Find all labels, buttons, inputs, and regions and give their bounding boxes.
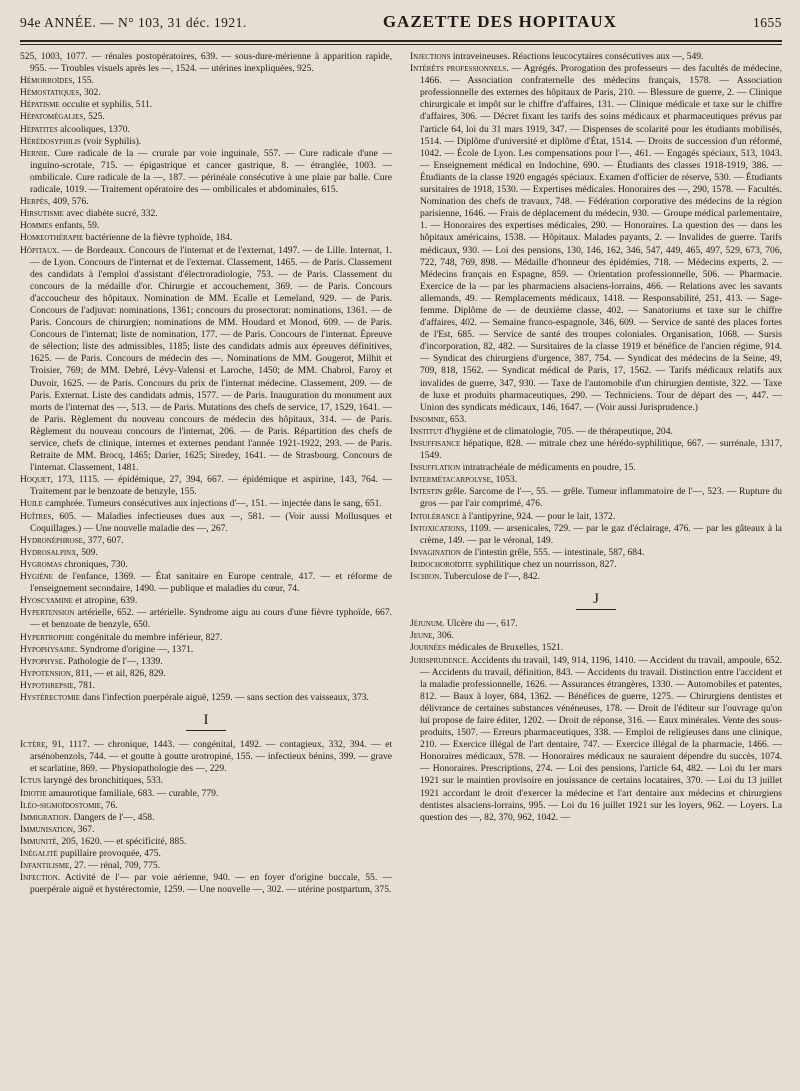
index-entry [20, 836, 392, 848]
entry-text: . — de Bordeaux. Concours de l'internat et de l'externat, 1497. — de Lille. Internat, 1. — de Lyon. Concours de l'internat et de l'externat. Classement, 1465. — de Paris. Classement des candidats à l'emploi d'assistant d'électroradiologie, 753. — de Paris. Classement du concours de la médaille d'or. Chirurgie et accouchement, 369. — de Paris. Concours d'accoucheur des hôpitaux. Nomination de MM. Ecalle et Lemeland, 929. — de Paris. Concours de l'adjuvat: nominations, 1361; concours du prosectorat: nominations, 1361. — de Paris. Concours de chirurgien; nominations de MM. Houdard et Monod, 609. — de Paris. Concours de l'internat; liste de nomination, 177. — de Paris. Concours de l'internat. Épreuve de sélection; liste des admissibles, 1185; liste des candidats admis aux épreuves définitives, 1625. — de Paris. Concours de médecin des —. Nominations de MM. Gougerot, Milhit et Troisier, 769; de MM. Debré, Lévy-Valensi et Laroche, 1450; de MM. Chabrol, Faroy et Duvoir, 1625. — de Paris. Concours du prix de l'internat médecine. Classement, 209. — de Paris. Externat. Liste des candidats admis, 1577. — de Paris. Inauguration du monument aux morts de l'internat des —, 513. — de Paris. Mutations des chefs de service, 17, 1529, 1641. — de Paris. Règlement du nouveau concours de médecin des hôpitaux, 314. — de Paris. Règlement du nouveau concours de l'internat, 206. — de Paris. Répartition des chefs de service, chefs de clinique, internes et externes pendant l'année 1921-1922, 293. — de Paris. Retraite de MM. Brocq, 1465; Darier, 1625; Siredey, 1641. — de Strasbourg. Concours de l'internat. Classement, 1481. [30, 244, 392, 474]
entry-keyword: Immunisation [20, 823, 73, 835]
entry-text: , 306. [432, 630, 454, 642]
entry-text: avec diabète sucré, 332. [63, 208, 158, 220]
index-entry [20, 196, 392, 208]
entry-text: , 1053. [490, 474, 518, 486]
entry-text: à l'antipyrine, 924. — pour le lait, 1372. [459, 510, 616, 522]
entry-text: de l'intestin grêle, 555. — intestinale, 587, 684. [460, 546, 645, 558]
index-entry [20, 124, 392, 136]
index-entry [20, 498, 392, 510]
index-columns [20, 51, 782, 896]
entry-text: camphrée. Tumeurs consécutives aux injections d'—, 151. — injectée dans le sang, 651. [42, 498, 382, 510]
entry-keyword: Intolérance [410, 510, 460, 522]
entry-text: , 605. — Maladies infectieuses dues aux —, 581. — (Voir aussi Mollusques et Coquillages.) — Une nouvelle maladie des —, 267. [30, 510, 392, 534]
entry-keyword: Hépatisme [20, 99, 60, 111]
entry-keyword: Iléo-sigmoïdostomie [20, 799, 101, 811]
entry-keyword: Hommes [20, 220, 53, 232]
index-entry [20, 220, 392, 232]
entry-keyword: Hernie [20, 147, 48, 159]
entry-text: , 525. [83, 111, 105, 123]
entry-text: intratrachéale de médicaments en poudre, 15. [460, 462, 636, 474]
entry-keyword: Infantilisme [20, 860, 70, 872]
entry-text: , 155. [72, 75, 94, 87]
entry-keyword: Journées [410, 642, 446, 654]
entry-text: , 781. [73, 679, 96, 691]
entry-keyword: Hémorroïdes [20, 75, 73, 87]
index-entry [20, 75, 392, 87]
header-rule [20, 40, 782, 42]
index-entry [20, 111, 392, 123]
entry-keyword: Hémostatiques [20, 87, 80, 99]
entry-keyword: Ictère [20, 739, 46, 751]
right-column [410, 51, 782, 896]
entry-keyword: Insuffisance [410, 438, 461, 449]
index-entry [20, 245, 392, 475]
index-entry [20, 607, 392, 631]
entry-text: , 409, 576. [47, 196, 89, 208]
index-entry [20, 87, 392, 99]
index-entry [410, 559, 782, 571]
entry-keyword: Herpès [20, 196, 48, 208]
entry-keyword: Injections [410, 51, 451, 62]
entry-keyword: Jurisprudence [410, 654, 467, 666]
index-entry [20, 474, 392, 498]
entry-text: , 367. [72, 823, 95, 835]
left-column [20, 51, 392, 896]
entry-keyword: Hypotension [20, 667, 71, 679]
entry-text: médicales de Bruxelles, 1521. [446, 642, 564, 654]
entry-keyword: Immunité [20, 835, 57, 847]
entry-text: , 76. [100, 799, 118, 811]
entry-text: enfants, 59. [52, 220, 100, 232]
index-entry [20, 668, 392, 680]
entry-text: , 811, — et ail, 826, 829. [70, 667, 166, 679]
section-letter: I [20, 714, 392, 731]
entry-keyword: Hôpitaux [20, 244, 58, 256]
index-entry [410, 474, 782, 486]
entry-text: dans l'infection puerpérale aiguë, 1259. — sans section des vaisseaux, 373. [80, 691, 369, 703]
entry-text: , 302. [79, 87, 101, 99]
entry-keyword: Hystérectomie [20, 691, 81, 703]
index-entry [20, 800, 392, 812]
index-entry [410, 438, 782, 462]
entry-keyword: Hypertrophie [20, 631, 74, 643]
index-entry [20, 680, 392, 692]
entry-text: alcooliques, 1370. [57, 123, 130, 135]
index-entry [20, 812, 392, 824]
entry-keyword: Hygiène [20, 571, 53, 583]
entry-text: . Syndrome d'origine —, 1371. [75, 643, 194, 655]
index-entry [20, 595, 392, 607]
entry-keyword: Huîtres [20, 510, 52, 522]
index-entry [20, 547, 392, 559]
entry-keyword: Hygromas [20, 558, 62, 570]
entry-text: , 173, 1115. — épidémique, 27, 394, 667. — épidémique et aspirine, 143, 764. — Traitement par le benzoate de benzyle, 155. [30, 474, 392, 498]
entry-keyword: Intestin [410, 486, 443, 498]
entry-text: , 377, 607. [82, 534, 124, 546]
index-entry [20, 232, 392, 244]
index-entry [20, 788, 392, 800]
entry-text: congénitale du membre inférieur, 827. [73, 631, 223, 643]
entry-keyword: Hérédosyphilis [20, 135, 81, 147]
entry-text: d'hygiène et de climatologie, 705. — de thérapeutique, 204. [442, 425, 673, 437]
index-entry [20, 824, 392, 836]
index-entry [410, 655, 782, 824]
entry-text: et atropine, 639. [72, 595, 138, 607]
entry-keyword: Inégalité [20, 848, 58, 859]
entry-keyword: Hydronéphrose [20, 534, 83, 546]
index-entry [410, 618, 782, 630]
entry-keyword: Hypertension [20, 607, 75, 619]
entry-keyword: Hépatites [20, 123, 58, 135]
entry-text: , 205, 1620. — et spécificité, 885. [56, 835, 187, 847]
index-entry [410, 414, 782, 426]
index-entry [410, 523, 782, 547]
entry-keyword: Jéjunum [410, 618, 443, 630]
entry-keyword: Ictus [20, 775, 42, 787]
index-entry [410, 511, 782, 523]
entry-keyword: Hypothrepsie [20, 679, 74, 691]
entry-text: pupillaire provoquée, 475. [57, 848, 161, 859]
index-entry [20, 535, 392, 547]
index-entry [20, 208, 392, 220]
entry-text: amaurotique familiale, 683. — curable, 779. [46, 787, 219, 799]
entry-keyword: Idiotie [20, 787, 47, 799]
index-entry [20, 511, 392, 535]
entry-text: bactérienne de la fièvre typhoïde, 184. [83, 232, 233, 244]
entry-text: grêle. Sarcome de l'—, 55. — grêle. Tumeur inflammatoire de l'—, 523. — Rupture du gros — par l'air comprimé, 476. [420, 486, 782, 510]
entry-text: , 509. [76, 546, 98, 558]
entry-text: occulte et syphilis, 511. [59, 99, 153, 111]
index-entry [410, 63, 782, 414]
entry-text: syphilitique chez un nourrisson, 827. [473, 558, 617, 570]
entry-keyword: Hypophyse [20, 655, 64, 667]
index-entry [20, 739, 392, 775]
index-entry [20, 51, 392, 75]
index-entry [410, 426, 782, 438]
entry-keyword: Iridochoroïdite [410, 558, 474, 570]
index-entry [20, 632, 392, 644]
index-entry [20, 860, 392, 872]
entry-keyword: Homœothérapie [20, 232, 84, 244]
entry-text: . Accidents du travail, 149, 914, 1196, 1410. — Accident du travail, ampoule, 652. — Accidents du travail, définition, 843. — Accidents du travail. Distinction entre l'accident et la maladie professionnelle, 1626. — Assurances étrangères, 1330. — Automobiles et patentes, 812. — Baux à loyer, 684, 1362. — Bénéfices de guerre, 1275. — Chirurgiens dentistes et délivrance de certaines substances vénéneuses, 178. — Droit de l'éditeur sur l'ouvrage qu'on lui propose de faire éditer, 1202. — Droit de réponse, 316. — Eaux minérales. Vente des sous-produits, 1507. — Erreurs pharmaceutiques, 338. — Emploi de religieuses dans une clinique, 210. — Exercice illégal de l'art dentaire, 747. — Exercice illégal de la pharmacie, 1466. — Honoraires médicaux, 578. — Honoraires médicaux ne sauraient dépendre du succès, 1074. — Honoraires. Prescriptions, 274. — Loi des pensions, l'article 64, 482. — Loi du 1er mars 1921 sur le maintien provisoire en jouissance de certains locataires, 370. — Loi du 13 juillet 1921 accordant le droit d'exercer la médecine et l'art dentaire aux médecins et chirurgiens dentistes alsaciens-lorrains, 995. — Loi du 16 juillet 1921 sur les loyers, 962. — Loyers. La question des —, 82, 370, 962, 1042. — [420, 654, 782, 823]
entry-text: . Dangers de l'—, 458. [68, 811, 155, 823]
entry-keyword: Huile [20, 498, 43, 510]
entry-text: (voir Syphilis). [80, 135, 142, 147]
entry-text: intraveineuses. Réactions leucocytaires consécutives aux —, 549. [450, 51, 704, 62]
entry-keyword: Hyoscyamine [20, 595, 73, 607]
entry-text: , 91, 1117. — chronique, 1443. — congénital, 1492. — contagieux, 332, 394. — et arsénobenzols, 744. — et goutte à goutte urotropiné, 155. — infectieux bénins, 399. — grave et scarlatine, 869. — Physiopathologie des —, 229. [30, 739, 392, 775]
entry-text: . — Agrégés. Prorogation des professeurs — des facultés de médecine, 1466. — Association confraternelle des médecins français, 1578. — Association professionnelle des externes des hôpitaux de Paris, 210. — Blessure de guerre, 2. — Clinique chirurgicale et impôt sur le chiffre d'affaires, 131. — Clinique médicale et taxe sur le chiffre d'affaires, 306. — Décret fixant les tarifs des soins médicaux et pharmaceutiques prévus par l'article 64, loi du 31 mars 1919, 347. — Dispenses de scolarité pour les étudiants mobilisés, 1514. — Diplôme d'université et diplôme d'État, 1514. — Droits de succession d'un réformé, 1042. — École de Lyon. Les compensations pour l'—, 461. — Engagés spéciaux, 513, 1043. — Enseignement médical en Indochine, 690. — Étudiants des classes 1918-1919, 386. — Étudiants de la classe 1920 engagés spéciaux. Examen d'officier de réserve, 530. — Étudiants sursitaires de 1918, 1530. — Expertises médicales. Honoraires des —, 290, 1578. — Facultés. Nomination des chefs de travaux, 748. — Fédération corporative des médecins de la région parisienne, 1646. — Frais de déplacement du médecin, 930. — Groupe médical parlementaire, 1. — Honoraires des expertises médicales, 290. — Honoraires. La question des — dans les hôpitaux américains, 1538. — Hôpitaux. Malades payants, 2. — Invalides de guerre. Tarifs médicaux, 930. — Loi des pensions, 130, 146, 162, 346, 547, 449, 465, 497, 529, 673, 706, 722, 748, 769, 898. — Médaille d'honneur des épidémies, 718. — Médecins experts, 2. — Médecins français en Espagne, 859. — Orientation professionnelle, 506. — Pharmacie. Exercice de la — par les pharmaciens alsaciens-lorrains, 466. — Relations avec les savants allemands, 49. — Remplacements médicaux, 1418. — Responsabilité, 251, 413. — Sage-femme. Diplôme de — de deuxième classe, 402. — Sanatoriums et taxe sur le chiffre d'affaires, 402. — Semaine franco-espagnole, 346, 609. — Service de santé des places fortes de l'Est, 685. — Service de santé des troupes coloniales. Organisation, 1068. — Sursis d'incorporation, 82, 482. — Sursitaires de la classe 1919 et bénéfice de l'ancien régime, 914. — Syndicat des chirurgiens d'urgence, 387, 754. — Syndicat des médecins de la Seine, 49, 709, 818, 1562. — Syndicat médical de Paris, 17, 1562. — Tarifs médicaux relatifs aux invalides de guerre, 347, 930. — Taxe de l'automobile d'un chirurgien dentiste, 322. — Taxe de luxe et produits pharmaceutiques, 290. — Techniciens. Tour de départ des —, 447. — Union des syndicats médicaux, 146, 1647. — (Voir aussi Jurisprudence.) [420, 63, 782, 413]
index-entry [20, 848, 392, 860]
entry-keyword: Ischion [410, 571, 440, 583]
entry-keyword: Hirsutisme [20, 208, 64, 220]
index-entry [410, 630, 782, 642]
entry-keyword: Hypophysaire [20, 643, 76, 655]
entry-keyword: Infection [20, 872, 58, 884]
entry-text: . Cure radicale de la — crurale par voie inguinale, 557. — Cure radicale d'une — inguino-scrotale, 715. — épigastrique et cancer gastrique, 8. — étranglée, 1003. — ombilicale. Cure radicale de la —, 187. — périnéale consécutive à une plaie par balle. Cure radicale, 1019. — Traitement opératoire des — ombilicales et abdominales, 615. [30, 147, 392, 196]
index-entry [20, 656, 392, 668]
entry-text: chroniques, 730. [61, 558, 128, 570]
entry-text: de l'enfance, 1369. — État sanitaire en Europe centrale, 417. — et réforme de l'enseignement secondaire, 1490. — publique et maladies du cœur, 74. [30, 571, 392, 595]
entry-keyword: Hoquet [20, 474, 51, 486]
section-letter: J [410, 593, 782, 610]
index-entry [20, 99, 392, 111]
entry-keyword: Intermétacarpolyse [410, 474, 491, 486]
entry-keyword: Jeune [410, 630, 433, 642]
entry-keyword: Institut [410, 425, 443, 437]
index-entry [20, 571, 392, 595]
entry-text: hépatique, 828. — mitrale chez une hérédo-syphilitique, 667. — surrénale, 1317, 1549. [420, 438, 782, 462]
entry-text: artérielle, 652. — artérielle. Syndrome aigu au cours d'une fièvre typhoïde, 667. — et benzoate de benzyle, 650. [30, 607, 392, 631]
page-number: 1655 [753, 15, 782, 30]
entry-keyword: Hépatomégalies [20, 111, 84, 123]
entry-text: . Activité de l'— par voie aérienne, 940. — en foyer d'origine buccale, 55. — puerpérale aiguë et hystérectomie, 1259. — Une nouvelle —, 302. — utérine postpartum, 375. [30, 872, 392, 896]
entry-keyword: Insufflation [410, 462, 461, 474]
entry-keyword: Invagination [410, 546, 461, 558]
entry-keyword: Intoxications [410, 522, 465, 534]
index-entry [410, 547, 782, 559]
entry-text: . Pathologie de l'—, 1339. [63, 655, 163, 667]
entry-text: . Tuberculose de l'—, 842. [439, 571, 540, 583]
index-entry [20, 136, 392, 148]
index-entry [410, 571, 782, 583]
entry-keyword: Hydrosalpinx [20, 546, 77, 558]
index-entry [20, 692, 392, 704]
index-entry [410, 642, 782, 654]
entry-text: laryngé des bronchitiques, 533. [41, 775, 164, 787]
header-rule-thin [20, 44, 782, 45]
index-entry [20, 775, 392, 787]
index-entry [410, 51, 782, 63]
index-entry [20, 644, 392, 656]
journal-title: GAZETTE DES HOPITAUX [382, 12, 617, 31]
entry-keyword: Immigration [20, 811, 69, 823]
issue-info: 94e ANNÉE. — N° 103, 31 déc. 1921. [20, 15, 247, 30]
entry-text: , 27. — rénal, 709, 775. [69, 860, 161, 872]
entry-keyword: Intérêts professionnels [410, 63, 507, 75]
entry-keyword: Insomnie [410, 413, 446, 425]
entry-text: 525, 1003, 1077. — rénales postopératoires, 639. — sous-dure-mérienne à apparition rapide, 955. — Troubles visuels après les —, 1524. — utérines inexpliquées, 925. [20, 51, 392, 75]
index-entry [20, 148, 392, 196]
index-entry [410, 462, 782, 474]
entry-text: , 1109. — arsenicales, 729. — par le gaz d'éclairage, 476. — par les gâteaux à la crème, 149. — par le véronal, 149. [420, 522, 782, 546]
entry-text: , 653. [445, 413, 467, 425]
index-entry [410, 486, 782, 510]
page-header [20, 0, 782, 34]
index-entry [20, 559, 392, 571]
entry-text: . Ulcère du —, 617. [442, 618, 518, 630]
index-entry [20, 872, 392, 896]
